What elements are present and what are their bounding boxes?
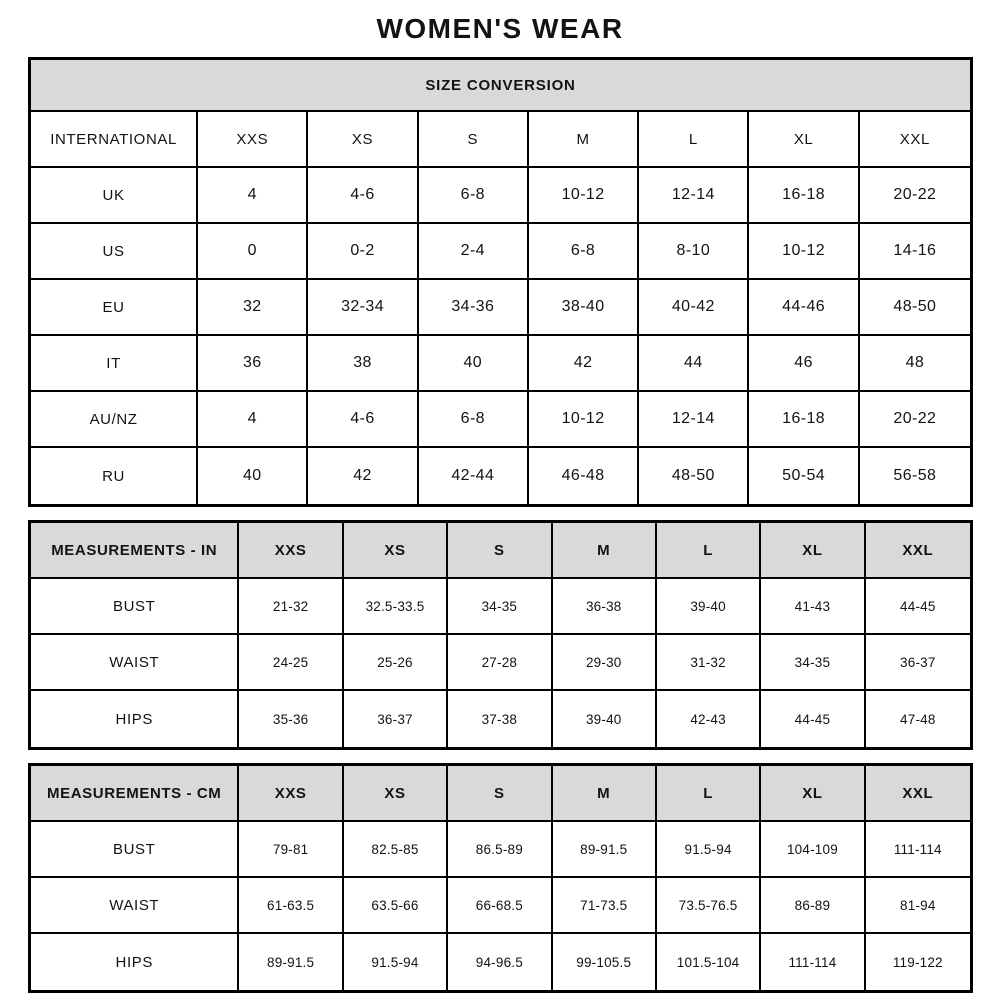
size-value-cell: 40 xyxy=(198,448,308,504)
row-label-eu: EU xyxy=(31,280,198,336)
column-header-size-l: L xyxy=(639,112,749,168)
size-value-cell: 46-48 xyxy=(529,448,639,504)
measurement-value-cell: 119-122 xyxy=(892,954,943,970)
column-header-size-xxs: XXS xyxy=(198,112,308,168)
size-value-cell: 20-22 xyxy=(860,392,970,448)
row-label-waist: WAIST xyxy=(31,878,239,934)
measurement-value-cell: 82.5-85 xyxy=(344,822,448,878)
measurements-in-table xyxy=(28,520,973,750)
measurement-value-cell: 37-38 xyxy=(448,691,552,747)
size-value-cell: 38 xyxy=(308,336,418,392)
column-header-international: INTERNATIONAL xyxy=(31,112,198,168)
measurement-value-cell: 86-89 xyxy=(761,878,865,934)
measurement-value-cell: 81-94 xyxy=(866,878,970,934)
measurement-value-cell: 89-91.5 xyxy=(553,822,657,878)
size-value-cell: 40 xyxy=(419,336,529,392)
column-header-size-m: M xyxy=(529,112,639,168)
column-header-size-xxl: XXL xyxy=(866,766,970,822)
measurement-value-cell: 44-45 xyxy=(761,691,865,747)
row-label-ru: RU xyxy=(31,448,198,504)
size-value-cell: 48-50 xyxy=(860,280,970,336)
size-value-cell: 56-58 xyxy=(893,467,937,484)
column-header-size-xxs: XXS xyxy=(239,523,343,579)
measurement-value-cell: 111-114 xyxy=(761,934,865,990)
size-value-cell: 4-6 xyxy=(308,168,418,224)
measurement-value-cell: 29-30 xyxy=(553,635,657,691)
size-value-cell: 10-12 xyxy=(749,224,859,280)
measurement-value-cell: 71-73.5 xyxy=(553,878,657,934)
measurement-value-cell: 36-37 xyxy=(344,691,448,747)
measurement-value-cell: 47-48 xyxy=(900,711,936,727)
measurement-value-cell: 79-81 xyxy=(239,822,343,878)
measurement-value-cell: 61-63.5 xyxy=(239,878,343,934)
size-value-cell: 0-2 xyxy=(308,224,418,280)
size-value-cell: 4 xyxy=(198,392,308,448)
size-value-cell: 42 xyxy=(308,448,418,504)
measurement-value-cell: 66-68.5 xyxy=(448,878,552,934)
measurement-value-cell: 44-45 xyxy=(866,579,970,635)
size-value-cell: 6-8 xyxy=(419,168,529,224)
column-header-size-xxs: XXS xyxy=(239,766,343,822)
size-value-cell: 32 xyxy=(198,280,308,336)
measurement-value-cell: 94-96.5 xyxy=(448,934,552,990)
size-conversion-grid xyxy=(31,112,970,504)
column-header-size-xxl: XXL xyxy=(860,112,970,168)
measurement-value-cell: 101.5-104 xyxy=(657,934,761,990)
measurement-value-cell: 21-32 xyxy=(239,579,343,635)
column-header-size-xs: XS xyxy=(344,766,448,822)
size-value-cell: 38-40 xyxy=(529,280,639,336)
measurement-value-cell: 34-35 xyxy=(761,635,865,691)
measurement-value-cell: 25-26 xyxy=(344,635,448,691)
size-value-cell: 16-18 xyxy=(749,168,859,224)
row-label-bust: BUST xyxy=(31,579,239,635)
size-value-cell: 12-14 xyxy=(639,168,749,224)
size-conversion-table xyxy=(28,57,973,507)
row-label-us: US xyxy=(31,224,198,280)
size-value-cell: 42-44 xyxy=(419,448,529,504)
size-conversion-header: SIZE CONVERSION xyxy=(31,60,970,112)
column-header-size-xl: XL xyxy=(761,766,865,822)
measurement-value-cell: 27-28 xyxy=(448,635,552,691)
column-header-size-l: L xyxy=(657,523,761,579)
size-value-cell: 0 xyxy=(198,224,308,280)
size-value-cell: 44 xyxy=(639,336,749,392)
measurements-in-grid xyxy=(31,523,970,747)
row-label-hips: HIPS xyxy=(31,691,239,747)
column-header-size-xl: XL xyxy=(761,523,865,579)
size-value-cell: 44-46 xyxy=(749,280,859,336)
row-label-au-nz: AU/NZ xyxy=(31,392,198,448)
measurement-value-cell: 34-35 xyxy=(448,579,552,635)
measurement-value-cell: 89-91.5 xyxy=(239,934,343,990)
size-value-cell: 4-6 xyxy=(308,392,418,448)
measurements-cm-table xyxy=(28,763,973,993)
column-header-size-m: M xyxy=(553,766,657,822)
measurement-value-cell: 36-37 xyxy=(866,635,970,691)
size-value-cell: 2-4 xyxy=(419,224,529,280)
size-value-cell: 20-22 xyxy=(860,168,970,224)
row-label-waist: WAIST xyxy=(31,635,239,691)
column-header-size-m: M xyxy=(553,523,657,579)
measurement-value-cell: 31-32 xyxy=(657,635,761,691)
table-header-measurements-in: MEASUREMENTS - IN xyxy=(31,523,239,579)
measurement-value-cell: 41-43 xyxy=(761,579,865,635)
measurement-value-cell: 91.5-94 xyxy=(657,822,761,878)
table-header-measurements-cm: MEASUREMENTS - CM xyxy=(31,766,239,822)
size-value-cell: 6-8 xyxy=(419,392,529,448)
measurement-value-cell: 36-38 xyxy=(553,579,657,635)
size-value-cell: 48 xyxy=(860,336,970,392)
column-header-size-xl: XL xyxy=(749,112,859,168)
size-value-cell: 4 xyxy=(198,168,308,224)
size-value-cell: 10-12 xyxy=(529,168,639,224)
measurement-value-cell: 86.5-89 xyxy=(448,822,552,878)
column-header-size-xs: XS xyxy=(344,523,448,579)
size-value-cell: 8-10 xyxy=(639,224,749,280)
size-value-cell: 10-12 xyxy=(529,392,639,448)
column-header-size-l: L xyxy=(657,766,761,822)
size-value-cell: 14-16 xyxy=(860,224,970,280)
measurement-value-cell: 63.5-66 xyxy=(344,878,448,934)
size-value-cell: 32-34 xyxy=(308,280,418,336)
measurement-value-cell: 91.5-94 xyxy=(344,934,448,990)
column-header-size-xs: XS xyxy=(308,112,418,168)
row-label-bust: BUST xyxy=(31,822,239,878)
size-value-cell: 50-54 xyxy=(749,448,859,504)
row-label-hips: HIPS xyxy=(31,934,239,990)
column-header-size-s: S xyxy=(419,112,529,168)
size-value-cell: 48-50 xyxy=(639,448,749,504)
size-value-cell: 16-18 xyxy=(749,392,859,448)
measurement-value-cell: 99-105.5 xyxy=(553,934,657,990)
column-header-size-s: S xyxy=(448,766,552,822)
column-header-size-s: S xyxy=(448,523,552,579)
measurement-value-cell: 42-43 xyxy=(657,691,761,747)
measurement-value-cell: 104-109 xyxy=(761,822,865,878)
size-value-cell: 12-14 xyxy=(639,392,749,448)
page-title: WOMEN'S WEAR xyxy=(376,13,624,44)
size-value-cell: 40-42 xyxy=(639,280,749,336)
measurement-value-cell: 73.5-76.5 xyxy=(657,878,761,934)
measurement-value-cell: 39-40 xyxy=(657,579,761,635)
column-header-size-xxl: XXL xyxy=(866,523,970,579)
measurement-value-cell: 111-114 xyxy=(866,822,970,878)
row-label-uk: UK xyxy=(31,168,198,224)
size-value-cell: 34-36 xyxy=(419,280,529,336)
measurement-value-cell: 39-40 xyxy=(553,691,657,747)
measurement-value-cell: 35-36 xyxy=(239,691,343,747)
size-value-cell: 46 xyxy=(749,336,859,392)
size-value-cell: 36 xyxy=(198,336,308,392)
measurement-value-cell: 32.5-33.5 xyxy=(344,579,448,635)
measurements-cm-grid xyxy=(31,766,970,990)
measurement-value-cell: 24-25 xyxy=(239,635,343,691)
row-label-it: IT xyxy=(31,336,198,392)
size-value-cell: 6-8 xyxy=(529,224,639,280)
size-value-cell: 42 xyxy=(529,336,639,392)
